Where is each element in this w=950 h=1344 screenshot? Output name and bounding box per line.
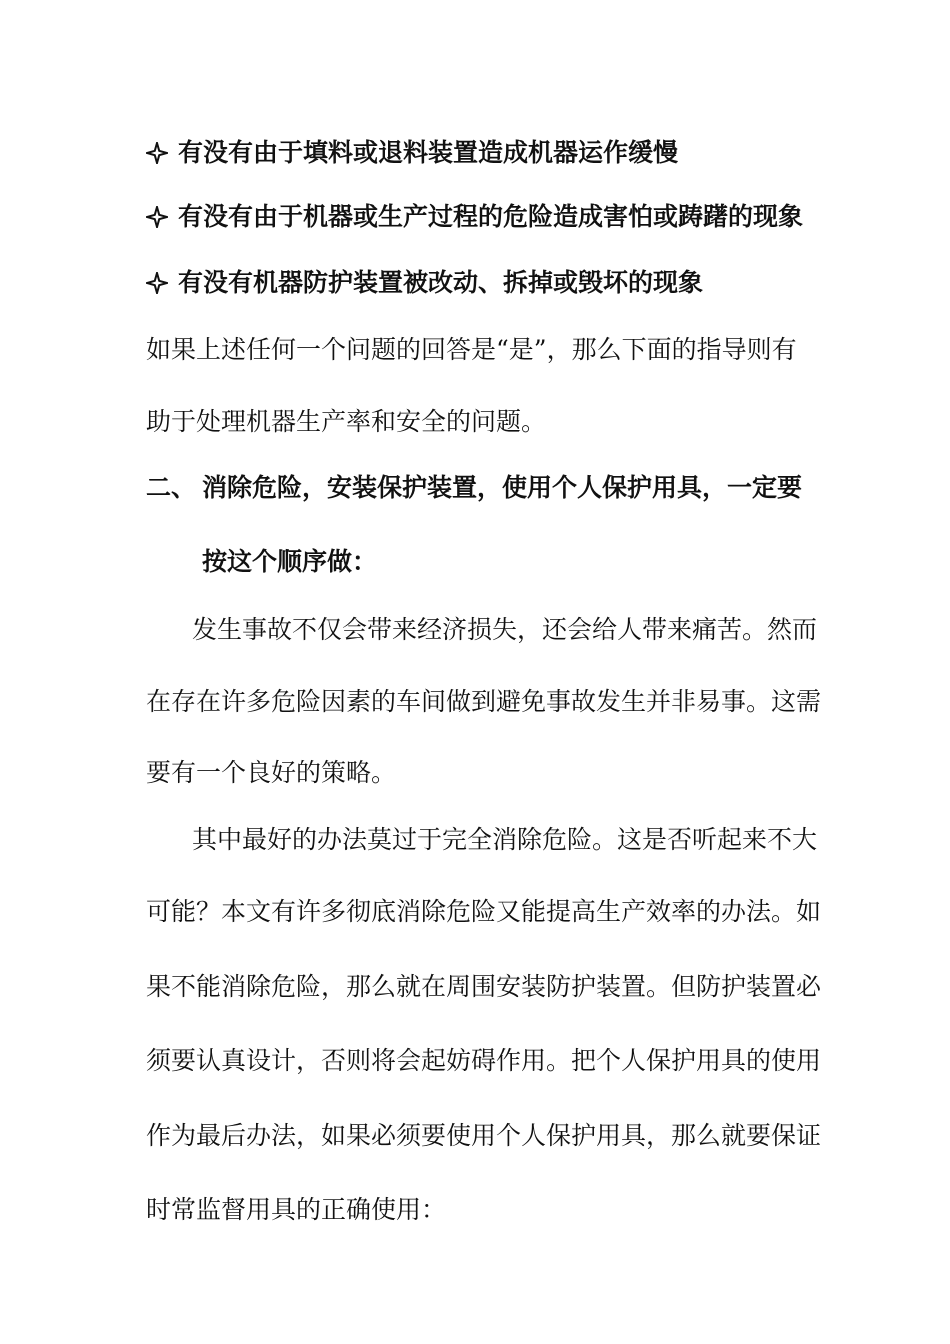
star-bullet-icon <box>146 142 168 164</box>
intro-line-1: 如果上述任何一个问题的回答是“是”，那么下面的指导则有 <box>146 335 797 364</box>
section-title-line-1: 消除危险，安装保护装置，使用个人保护用具，一定要 <box>202 473 803 502</box>
paragraph-2-line-4: 须要认真设计，否则将会起妨碍作用。把个人保护用具的使用 <box>146 1046 822 1075</box>
section-heading <box>146 472 836 504</box>
bullet-item-3 <box>146 267 846 299</box>
paragraph-2-line-5: 作为最后办法，如果必须要使用个人保护用具，那么就要保证 <box>146 1121 822 1150</box>
paragraph-2-line-3: 果不能消除危险，那么就在周围安装防护装置。但防护装置必 <box>146 972 822 1001</box>
bullet-item-1 <box>146 137 846 169</box>
paragraph-2-line-6: 时常监督用具的正确使用： <box>146 1195 447 1224</box>
bullet-text: 有没有由于机器或生产过程的危险造成害怕或踌躇的现象 <box>178 202 804 231</box>
section-number: 二、 <box>146 473 197 502</box>
bullet-text: 有没有由于填料或退料装置造成机器运作缓慢 <box>178 138 679 167</box>
paragraph-1-line-1: 发生事故不仅会带来经济损失，还会给人带来痛苦。然而 <box>192 615 818 644</box>
paragraph-1-line-2: 在存在许多危险因素的车间做到避免事故发生并非易事。这需 <box>146 687 822 716</box>
paragraph-2-line-1: 其中最好的办法莫过于完全消除危险。这是否听起来不大 <box>192 825 818 854</box>
bullet-text: 有没有机器防护装置被改动、拆掉或毁坏的现象 <box>178 268 704 297</box>
paragraph-2-line-2: 可能？本文有许多彻底消除危险又能提高生产效率的办法。如 <box>146 897 822 926</box>
bullet-item-2 <box>146 201 846 233</box>
star-bullet-icon <box>146 206 168 228</box>
star-bullet-icon <box>146 272 168 294</box>
paragraph-1-line-3: 要有一个良好的策略。 <box>146 758 397 787</box>
intro-line-2: 助于处理机器生产率和安全的问题。 <box>146 407 547 436</box>
section-title-line-2: 按这个顺序做： <box>202 547 378 576</box>
